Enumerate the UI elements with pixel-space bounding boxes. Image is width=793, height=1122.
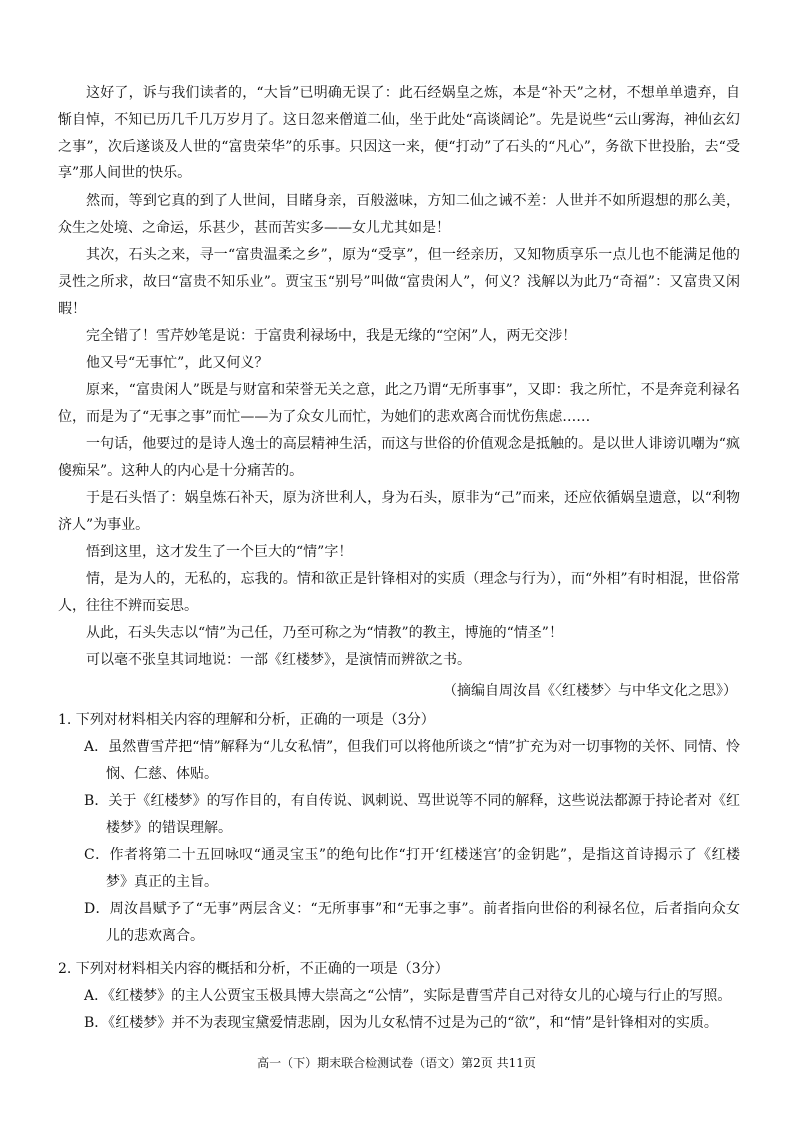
passage-paragraph-10: 情，是为人的，无私的，忘我的。情和欲正是针锋相对的实质（理念与行为），而“外相”有时相混，世俗常人，往往不辨而妄思。	[58, 571, 740, 614]
passage-paragraph-4: 完全错了！雪芹妙笔是说：于富贵利禄场中，我是无缘的“空闲”人，两无交涉！	[86, 328, 577, 344]
question-2-title: 2. 下列对材料相关内容的概括和分析，不正确的一项是（3分）	[58, 961, 449, 977]
passage-paragraph-11: 从此，石头失志以“情”为己任，乃至可称之为“情教”的教主，博施的“情圣”！	[86, 625, 563, 641]
question-1-option-a: A．虽然曹雪芹把“情”解释为“儿女私情”，但我们可以将他所谈之“情”扩充为对一切事物的关怀、同情、怜悯、仁慈、体贴。	[84, 739, 740, 782]
passage-paragraph-9: 悟到这里，这才发生了一个巨大的“情”字！	[86, 544, 353, 560]
passage-paragraph-5: 他又号“无事忙”，此又何义？	[86, 355, 269, 371]
question-2-option-b: B．《红楼梦》并不为表现宝黛爱情悲剧，因为儿女私情不过是为己的“欲”，和“情”是针锋相对的实质。	[84, 1015, 718, 1031]
question-1-option-c: C．作者将第二十五回咏叹“通灵宝玉”的绝句比作“打开‘红楼迷宫’的金钥匙”，是指这首诗揭示了《红楼梦》真正的主旨。	[84, 847, 740, 890]
question-1-option-d: D．周汝昌赋予了“无事”两层含义：“无所事事”和“无事之事”。前者指向世俗的利禄名位，后者指向众女儿的悲欢离合。	[84, 901, 740, 944]
question-1-title: 1. 下列对材料相关内容的理解和分析，正确的一项是（3分）	[58, 712, 435, 728]
passage-paragraph-6: 原来，“富贵闲人”既是与财富和荣誉无关之意，此之乃谓“无所事事”，又即：我之所忙，不是奔竞利禄名位，而是为了“无事之事”而忙——为了众女儿而忙，为她们的悲欢离合而忧伤焦虑……	[58, 382, 740, 425]
source-citation: （摘编自周汝昌《〈红楼梦〉与中华文化之思》）	[443, 683, 737, 699]
question-1-option-b: B．关于《红楼梦》的写作目的，有自传说、讽刺说、骂世说等不同的解释，这些说法都源于持论者对《红楼梦》的错误理解。	[84, 793, 740, 836]
page-footer: 高一（下）期末联合检测试卷（语文）第2页 共11页	[257, 1056, 536, 1070]
passage-paragraph-1: 这好了，诉与我们读者的，“大旨”已明确无误了：此石经娲皇之炼，本是“补天”之材，不想单单遗弃，自惭自悼，不知已历几千几万岁月了。这日忽来僧道二仙，坐于此处“高谈阔论”。先是说些“云山雾海，神仙玄幻之事”，次后遂谈及人世的“富贵荣华”的乐事。只因这一来，便“打动”了石头的“凡心”，务欲下世投胎，去“受享”那人间世的快乐。	[58, 85, 740, 182]
passage-paragraph-2: 然而，等到它真的到了人世间，目睹身亲，百般滋味，方知二仙之诫不差：人世并不如所遐想的那么美，众生之处境、之命运，乐甚少，甚而苦实多——女儿尤其如是！	[58, 193, 740, 236]
passage-paragraph-12: 可以毫不张皇其词地说：一部《红楼梦》，是演情而辨欲之书。	[86, 652, 471, 668]
question-2-option-a: A．《红楼梦》的主人公贾宝玉极具博大崇高之“公情”，实际是曹雪芹自己对待女儿的心境与行止的写照。	[84, 988, 732, 1004]
passage-paragraph-3: 其次，石头之来，寻一“富贵温柔之乡”，原为“受享”，但一经亲历，又知物质享乐一点儿也不能满足他的灵性之所求，故曰“富贵不知乐业”。贾宝玉“别号”叫做“富贵闲人”，何义？浅解以为此乃“奇福”：又富贵又闲暇！	[58, 247, 740, 317]
passage-paragraph-7: 一句话，他要过的是诗人逸士的高层精神生活，而这与世俗的价值观念是抵触的。是以世人诽谤讥嘲为“疯傻痴呆”。这种人的内心是十分痛苦的。	[58, 436, 740, 479]
passage-paragraph-8: 于是石头悟了：娲皇炼石补天，原为济世利人，身为石头，原非为“己”而来，还应依循娲皇遗意，以“利物济人”为事业。	[58, 490, 740, 533]
